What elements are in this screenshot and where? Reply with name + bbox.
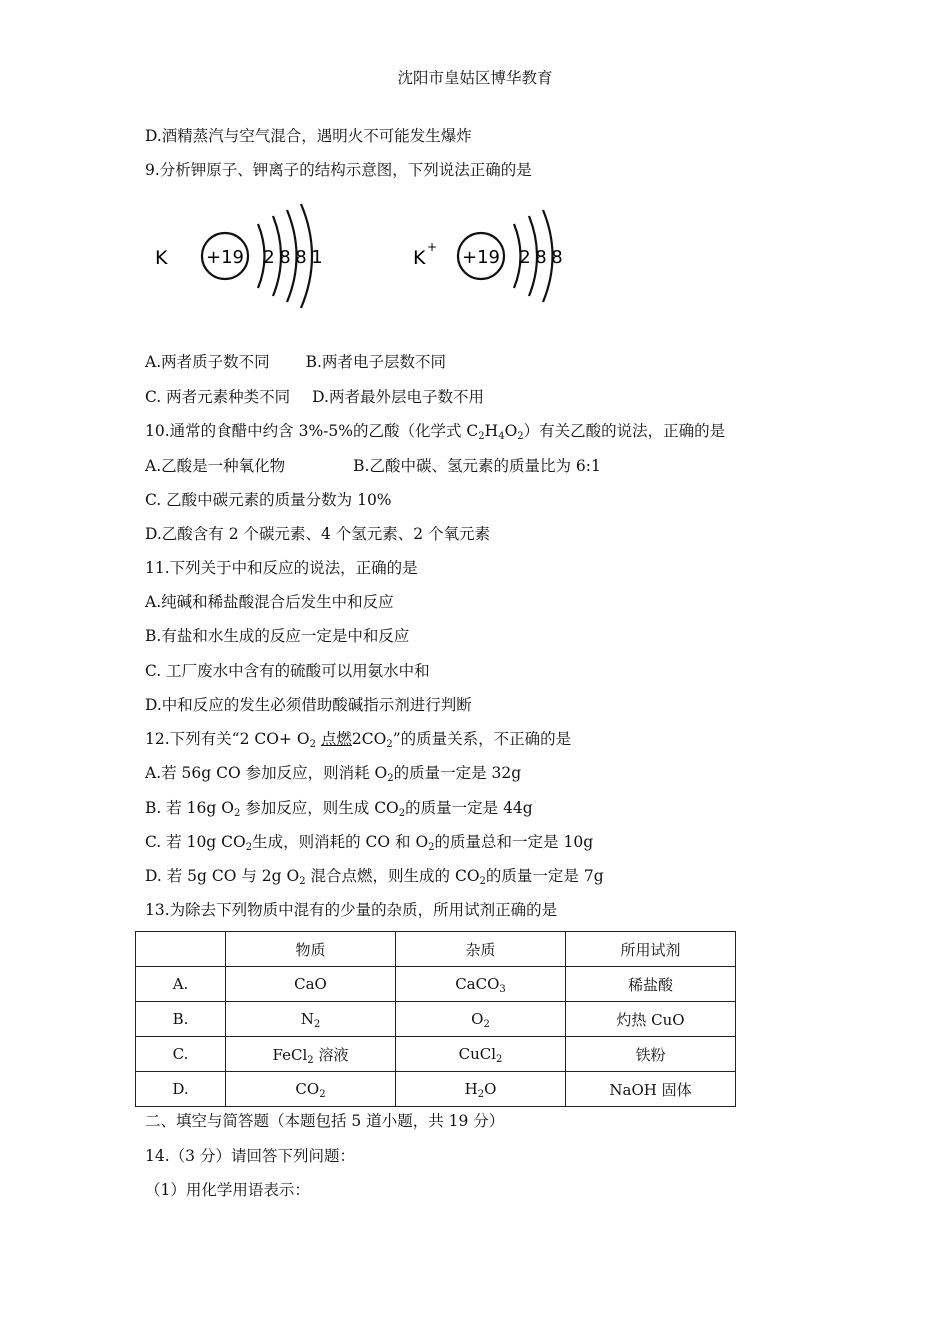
- ion-shell-3-count: 8: [551, 247, 563, 268]
- q9-options-cd: [145, 387, 484, 407]
- table-header-cell: 物质: [226, 932, 396, 967]
- atom-shell-4-count: 1: [311, 247, 323, 268]
- q10-option-b: B.乙酸中碳、氢元素的质量比为 6:1: [353, 457, 601, 475]
- table-row: [136, 1037, 736, 1072]
- q9-stem: 9.分析钾原子、钾离子的结构示意图，下列说法正确的是: [145, 161, 532, 179]
- q11-option-a: A.纯碱和稀盐酸混合后发生中和反应: [145, 593, 394, 611]
- q12-option-c: C. 若 10g $CO_2$生成，则消耗的 CO 和 $O_2$的质量总和一定是 10g: [145, 833, 594, 853]
- atom-shell-3-count: 8: [295, 247, 307, 268]
- ion-shell-1-count: 2: [519, 247, 531, 268]
- table-row: [136, 967, 736, 1002]
- impurity-cell: CuCl$_2$: [396, 1037, 566, 1072]
- impurity-cell: CaCO$_3$: [396, 967, 566, 1002]
- row-label: B.: [136, 1002, 226, 1037]
- ion-symbol: K: [413, 247, 426, 269]
- row-label: C.: [136, 1037, 226, 1072]
- substance-cell: CaO: [226, 967, 396, 1002]
- q10-stem: 10.通常的食醋中约含 3%-5%的乙酸（化学式 $C_2H_4O_2$）有关乙酸的说法，正确的是: [145, 422, 726, 442]
- q9-option-c: C. 两者元素种类不同: [145, 388, 291, 406]
- reagent-cell: 灼热 CuO: [566, 1002, 736, 1037]
- q10-option-a: A.乙酸是一种氧化物: [145, 457, 286, 475]
- reagent-cell: 铁粉: [566, 1037, 736, 1072]
- ion-charge: +: [427, 240, 438, 254]
- reaction-condition: 点燃: [320, 730, 352, 748]
- atom-nucleus-charge: +19: [206, 247, 244, 268]
- table-header-cell: [136, 932, 226, 967]
- q10-option-c: C. 乙酸中碳元素的质量分数为 10%: [145, 491, 392, 509]
- page-header: 沈阳市皇姑区博华教育: [397, 69, 553, 87]
- ion-shell-2-count: 8: [535, 247, 547, 268]
- q14-part-1: （1）用化学用语表示：: [145, 1181, 310, 1199]
- table-header-cell: 杂质: [396, 932, 566, 967]
- potassium-structure-diagram: [145, 198, 595, 318]
- section-2-heading: 二、填空与简答题（本题包括 5 道小题，共 19 分）: [145, 1112, 505, 1130]
- q10-options-ab: [145, 456, 601, 476]
- q12-option-d: D. 若 5g CO 与 2g $O_2$ 混合点燃，则生成的 $CO_2$的质量一定是 7g: [145, 867, 604, 887]
- q9-option-b: B.两者电子层数不同: [305, 353, 446, 371]
- substance-cell: $N_2$: [226, 1002, 396, 1037]
- q11-option-c: C. 工厂废水中含有的硫酸可以用氨水中和: [145, 662, 430, 680]
- q14-stem: 14.（3 分）请回答下列问题：: [145, 1147, 355, 1165]
- row-label: D.: [136, 1072, 226, 1107]
- q9-option-d: D.两者最外层电子数不用: [312, 388, 484, 406]
- q12-stem: 12.下列有关“2 $CO+ O_2$ 点燃$2CO_2$”的质量关系，不正确的是: [145, 730, 572, 750]
- impurity-cell: $H_2O$: [396, 1072, 566, 1107]
- q9-option-a: A.两者质子数不同: [145, 353, 270, 371]
- reagent-cell: NaOH 固体: [566, 1072, 736, 1107]
- q10-option-d: D.乙酸含有 2 个碳元素、4 个氢元素、2 个氧元素: [145, 525, 491, 543]
- q11-option-d: D.中和反应的发生必须借助酸碱指示剂进行判断: [145, 696, 472, 714]
- table-header-cell: 所用试剂: [566, 932, 736, 967]
- q8-option-d: D.酒精蒸汽与空气混合，遇明火不可能发生爆炸: [145, 127, 472, 145]
- substance-cell: $CO_2$: [226, 1072, 396, 1107]
- row-label: A.: [136, 967, 226, 1002]
- ion-nucleus-charge: +19: [462, 247, 500, 268]
- substance-cell: FeCl$_2$ 溶液: [226, 1037, 396, 1072]
- reagent-table: [135, 931, 736, 1107]
- q12-option-a: A.若 56g CO 参加反应，则消耗 $O_2$的质量一定是 32g: [145, 764, 522, 784]
- atom-shell-1-count: 2: [263, 247, 275, 268]
- table-row: [136, 1002, 736, 1037]
- impurity-cell: $O_2$: [396, 1002, 566, 1037]
- q11-option-b: B.有盐和水生成的反应一定是中和反应: [145, 627, 410, 645]
- q13-stem: 13.为除去下列物质中混有的少量的杂质，所用试剂正确的是: [145, 901, 558, 919]
- table-header-row: [136, 932, 736, 967]
- table-row: [136, 1072, 736, 1107]
- q11-stem: 11.下列关于中和反应的说法，正确的是: [145, 559, 418, 577]
- q12-option-b: B. 若 16g $O_2$ 参加反应，则生成 $CO_2$的质量一定是 44g: [145, 799, 533, 819]
- q9-options-ab: [145, 352, 446, 372]
- reagent-cell: 稀盐酸: [566, 967, 736, 1002]
- atom-shell-2-count: 8: [279, 247, 291, 268]
- atom-symbol: K: [155, 247, 168, 269]
